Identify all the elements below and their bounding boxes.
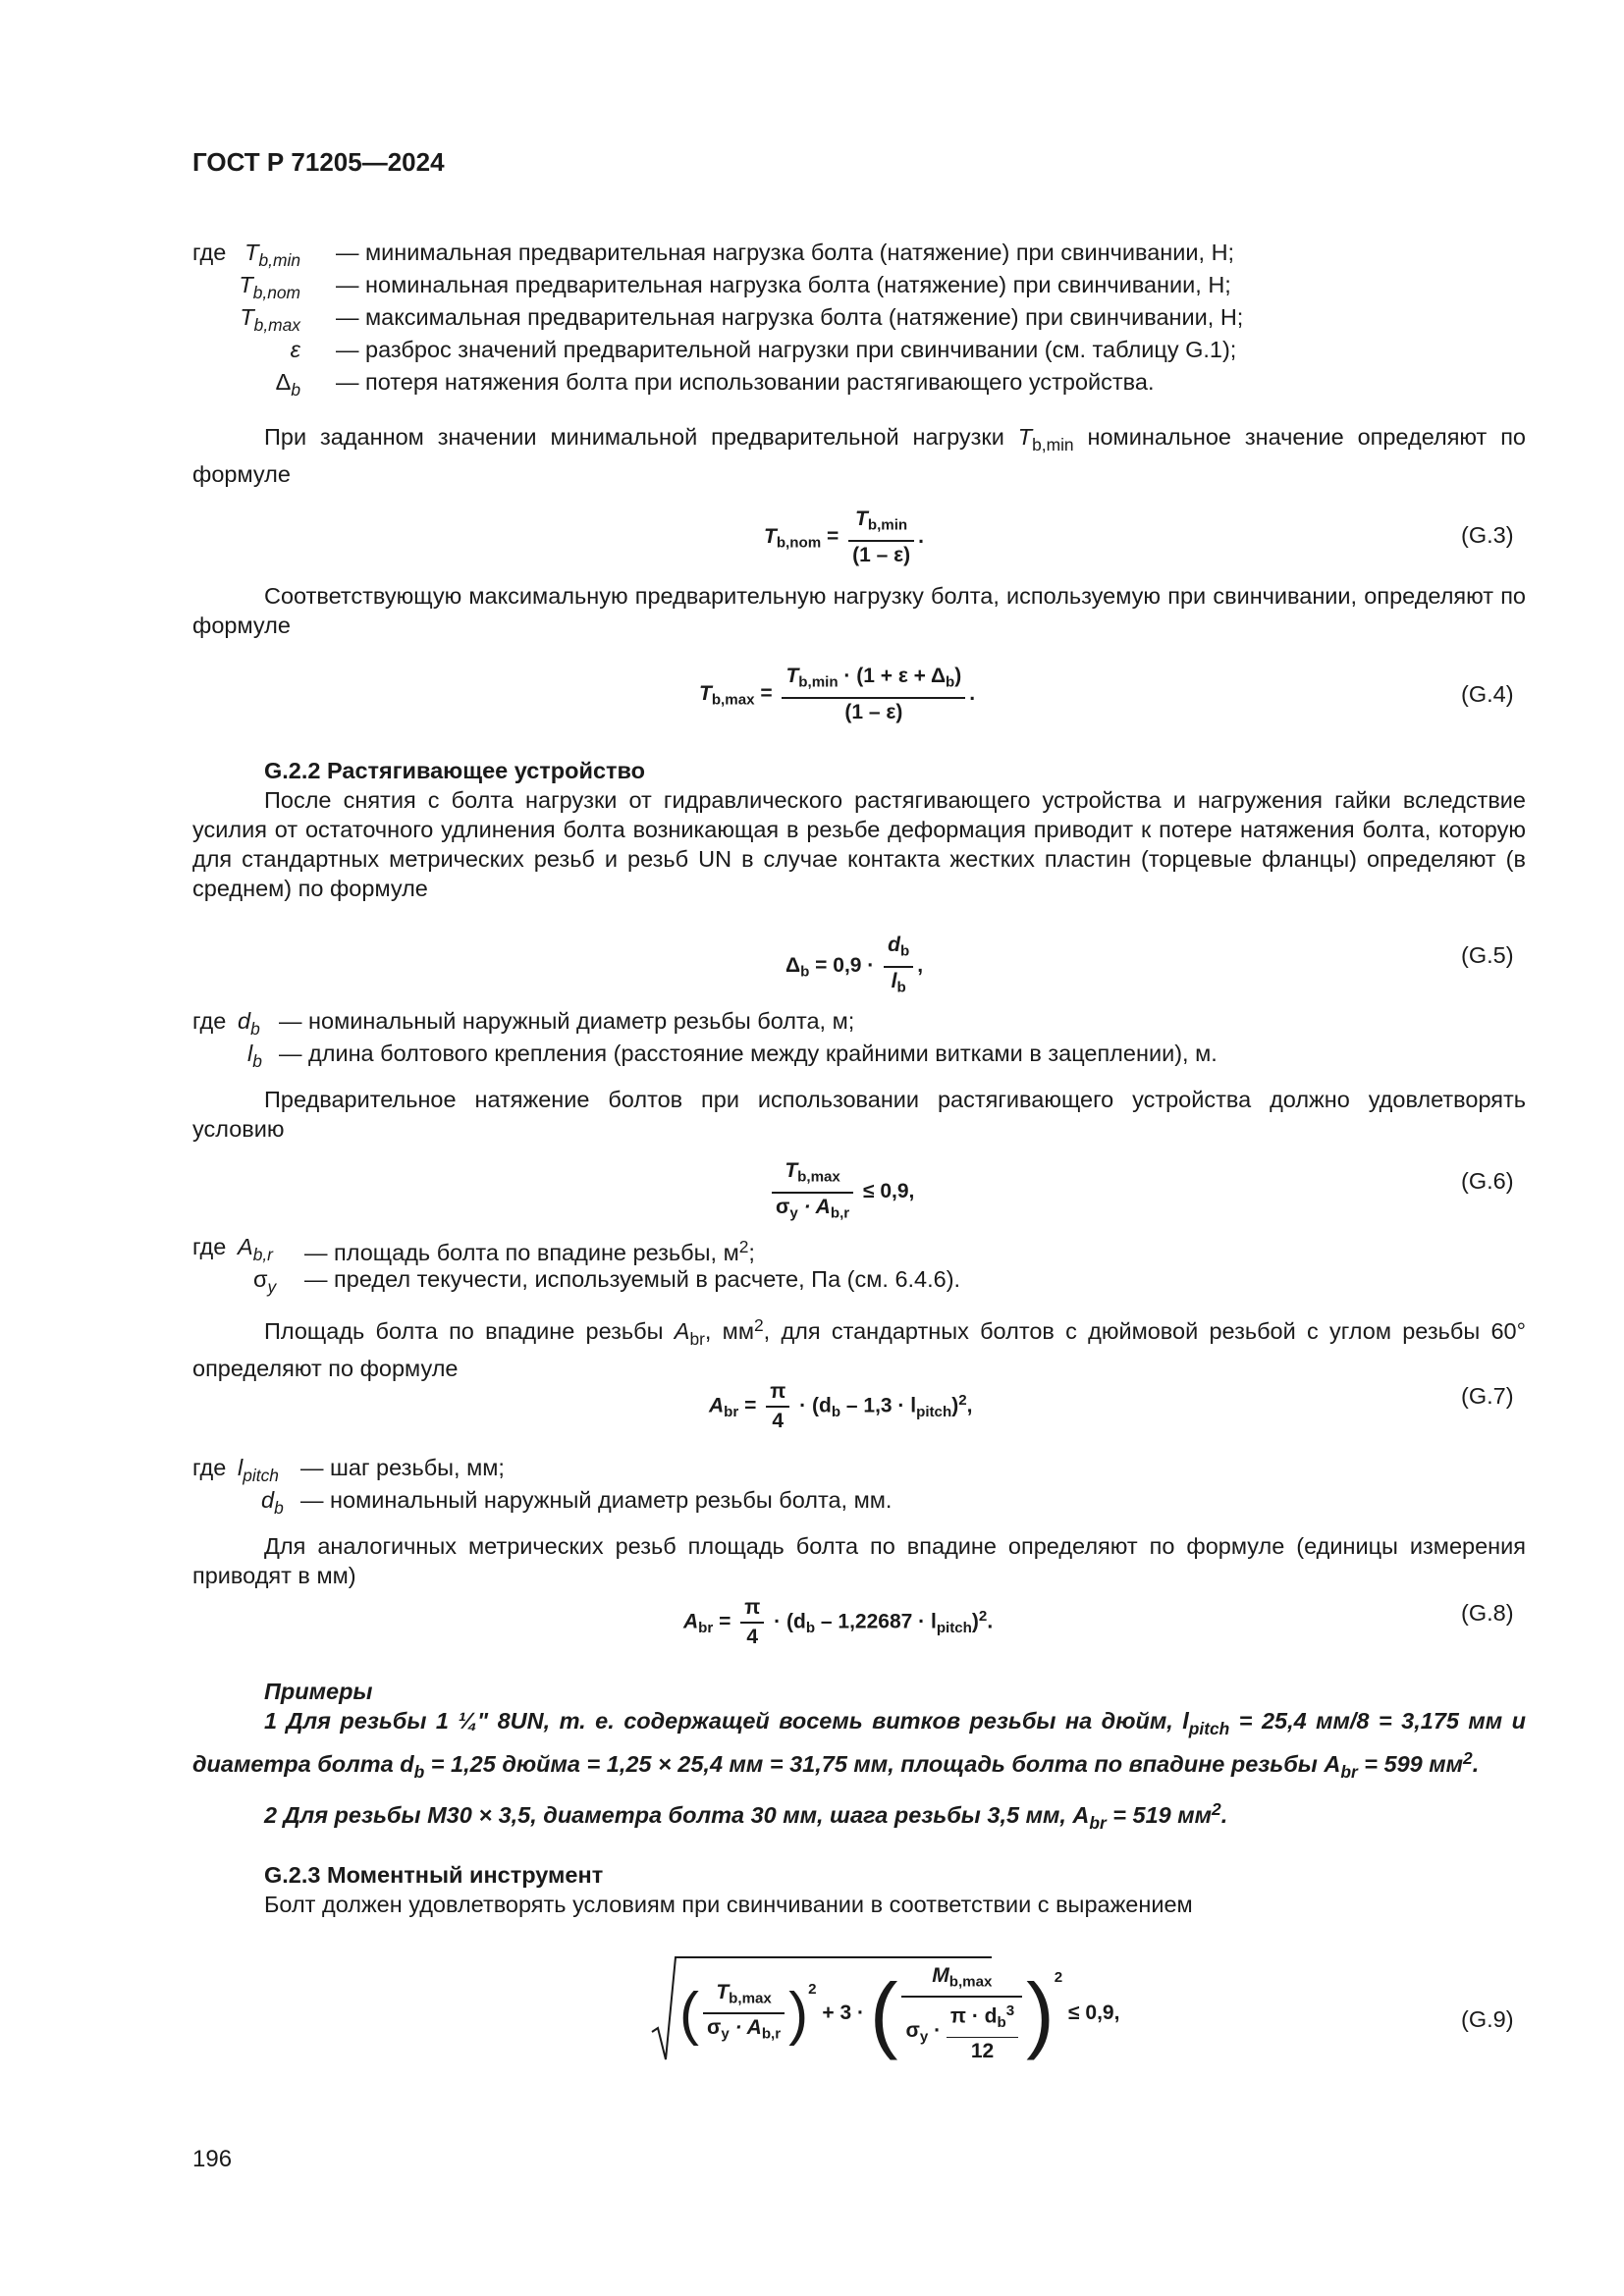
equation-label-g8: (G.8) (1461, 1600, 1514, 1626)
example-1: 1 Для резьбы 1 ¼" 8UN, т. е. содержащей восемь витков резьбы на дюйм, $l_{pitch} = 25,4$ мм/8 = 3,175 мм и диаметра болта $d_b = 1,25$ дюйма = 1,25 × 25,4 мм = 31,75 мм, площадь болта по впадине резьбы $A_{br} = 599$ $мм^2$. (192, 1708, 1527, 1782)
paragraph-4: Предварительное натяжение болтов при использовании растягивающего устройства должно удовлетворять условию (192, 1087, 1526, 1142)
example-2: 2 Для резьбы М30 × 3,5, диаметра болта 30 мм, шага резьбы 3,5 мм, $A_{br} = 519$ $мм^2$. (264, 1799, 1228, 1833)
equation-g6: $T_{b,max}$ $\sigma_y \cdot A_{b,r}$ ≤ 0,9, (768, 1158, 914, 1226)
paragraph-3: После снятия с болта нагрузки от гидравлического растягивающего устройства и нагружения гайки вследствие усилия от остаточного удлинения болта возникающая в резьбе деформация приводит к потере натяжения болта, которую для стандартных метрических резьб и резьб UN в случае контакта жестких пластин (торцевые фланцы) определяют (в среднем) по формуле (192, 787, 1526, 901)
document-page: ГОСТ Р 71205—2024 где $T_{b,min}$ — минимальная предварительная нагрузка болта (натяжение) при свинчивании, Н; $T_{b,nom}$ — номинальная предварительная нагрузка болта (натяжение) при свинчивании, Н; $T_{b,max}$ — максимальная предварительная нагрузка болта (натяжение) при свинчивании, Н; ε — разброс значений предварительной нагрузки при свинчивании (см. таблицу G.1); $\Delta_b$ — потеря натяжения болта при использовании растягивающего устройства. При заданном значении минимальной предварительной нагрузки $T_{b,min}$ номинальное значение определяют по формуле $T_{b,nom}$ = $T_{b,min}$ (1 – ε) . (G.3) Соответствующую максимальную предварительную нагрузку болта, используемую при свинчивании, определяют по формуле $T_{b,max}$ = $T_{b,min} \cdot (1 + \varepsilon + \Delta_b)$ (1 – ε) . (G.4) G.2.2 Растягивающее устройство После снятия с болта нагрузки от гидравлического растягивающего устройства и нагружения гайки вследствие усилия от остаточного удлинения болта возникающая в резьбе деформация приводит к потере натяжения болта, которую для стандартных метрических резьб и резьб UN в случае контакта жестких пластин (торцевые фланцы) определяют (в среднем) по формуле $\Delta_b = 0,9$ · $\frac{d_b}{l_b}$ , (G.5) где $d_b$ — номинальный наружный диаметр резьбы болта, м; $l_b$ — длина болтового крепления (расстояние между крайними витками в зацеплении), м. Предварительное натяжение болтов при использовании растягивающего устройства должно удовлетворять условию $T_{b,max}$ $\sigma_y \cdot A_{b,r}$ ≤ 0,9, (G.6) где $A_{b,r}$ — площадь болта по впадине резьбы, $м^2$; $\sigma_y$ — предел текучести, используемый в расчете, Па (см. 6.4.6). Площадь болта по впадине резьбы $A_{br}$, $мм^2$, для стандартных болтов с дюймовой резьбой с углом резьбы 60° определяют по формуле $A_{br}$ = $\frac{\pi}{4}$ · $(d_b - 1,3 \cdot l_{pitch})^2$, (G.7) где $l_{pitch}$ — шаг резьбы, мм; $d_b$ — номинальный наружный диаметр резьбы болта, мм. Для аналогичных метрических резьб площадь болта по впадине определяют по формуле (единицы измерения приводят в мм) $A_{br}$ = $\frac{\pi}{4}$ · $(d_b - 1,22687 \cdot l_{pitch})^2$. (G.8) Примеры 1 Для резьбы 1 ¼" 8UN, т. е. содержащей восемь витков резьбы на дюйм, $l_{pitch} = 25,4$ мм/8 = 3,175 мм и диаметра болта $d_b = 1,25$ дюйма = 1,25 × 25,4 мм = 31,75 мм, площадь болта по впадине резьбы $A_{br} = 599$ $мм^2$. 2 Для резьбы М30 × 3,5, диаметра болта 30 мм, шага резьбы 3,5 мм, $A_{br} = 519$ $мм^2$. G.2.3 Моментный инструмент Болт должен удовлетворять условиям при свинчивании в соответствии с выражением ( $T_{b,max}$ $\sigma_y \cdot A_{b,r}$ )$^2$ + 3 · ( $M_{b,max}$ $\sigma_y$ · $\frac{\pi \cdot d_b^3}{12}$ )$^2$ ≤ 0,9, (G.9) 196 (192, 147, 1527, 2172)
page-number: 196 (192, 2146, 233, 2172)
equation-label-g5: (G.5) (1461, 942, 1514, 968)
paragraph-7: Болт должен удовлетворять условиям при свинчивании в соответствии с выражением (264, 1892, 1193, 1917)
paragraph-6: Для аналогичных метрических резьб площадь болта по впадине определяют по формуле (единицы измерения приводят в мм) (192, 1533, 1526, 1588)
equation-label-g7: (G.7) (1461, 1383, 1514, 1409)
examples-title: Примеры (264, 1679, 373, 1704)
radicand: ( $T_{b,max}$ $\sigma_y \cdot A_{b,r}$ )$^2$ + 3 · ( $M_{b,max}$ $\sigma_y$ · $\frac{\pi \cdot d_b^3}{12}$ )$^2$ ≤ 0,9, (679, 1964, 1120, 2062)
document-header: ГОСТ Р 71205—2024 (192, 147, 445, 177)
equation-g5: $\Delta_b = 0,9$ · $\frac{d_b}{l_b}$ , (785, 934, 924, 996)
equation-g8: $A_{br}$ = $\frac{\pi}{4}$ · $(d_b - 1,22687 \cdot l_{pitch})^2$. (683, 1596, 994, 1648)
equation-g3: $T_{b,nom}$ = $T_{b,min}$ (1 – ε) . (764, 507, 924, 566)
equation-label-g3: (G.3) (1461, 522, 1514, 548)
paragraph-2: Соответствующую максимальную предварительную нагрузку болта, используемую при свинчивании, определяют по формуле (192, 583, 1526, 638)
section-heading-g22: G.2.2 Растягивающее устройство (264, 758, 646, 783)
paragraph-5: Площадь болта по впадине резьбы $A_{br}$, $мм^2$, для стандартных болтов с дюймовой резьбой с углом резьбы 60° определяют по формуле (192, 1315, 1527, 1381)
paragraph-1: При заданном значении минимальной предварительной нагрузки $T_{b,min}$ номинальное значение определяют по формуле (192, 424, 1526, 488)
equation-label-g6: (G.6) (1461, 1168, 1514, 1194)
equation-label-g9: (G.9) (1461, 2006, 1514, 2032)
equation-label-g4: (G.4) (1461, 681, 1514, 707)
equation-g4: $T_{b,max}$ = $T_{b,min} \cdot (1 + \varepsilon + \Delta_b)$ (1 – ε) . (699, 665, 976, 723)
equation-g7: $A_{br}$ = $\frac{\pi}{4}$ · $(d_b - 1,3 \cdot l_{pitch})^2$, (709, 1380, 973, 1432)
section-heading-g23: G.2.3 Моментный инструмент (264, 1862, 604, 1888)
